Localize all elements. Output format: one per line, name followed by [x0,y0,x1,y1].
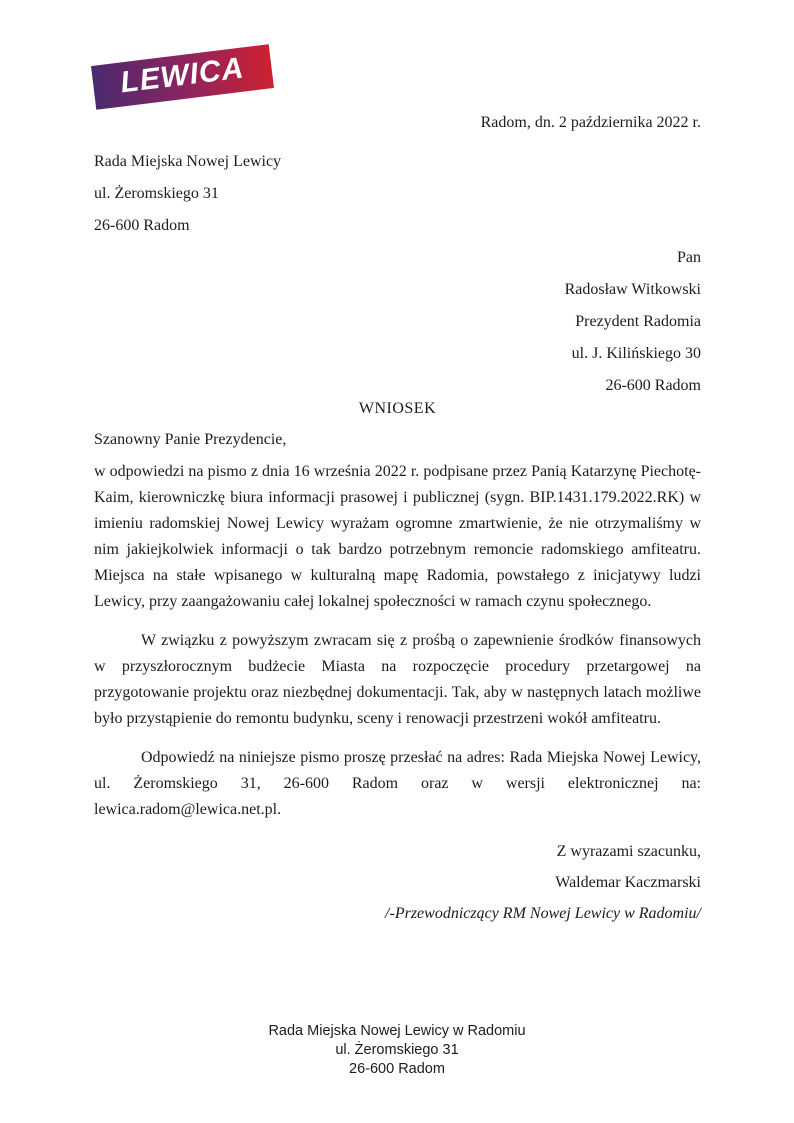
lewica-logo-text: LEWICA [118,51,247,100]
footer-address [0,1022,794,1079]
sender-line: ul. Żeromskiego 31 [94,185,219,202]
footer-line: 26-600 Radom [349,1061,445,1077]
letter-title: WNIOSEK [358,400,437,417]
signer-role: /-Przewodniczący RM Nowej Lewicy w Radomiu/ [385,905,701,922]
sender-line: 26-600 Radom [94,217,190,234]
recipient-line: Prezydent Radomia [575,313,701,330]
recipient-line: Radosław Witkowski [564,281,701,298]
salutation: Szanowny Panie Prezydencie, [94,431,287,448]
closing-block [385,836,701,929]
recipient-address [565,242,701,402]
sender-line: Rada Miejska Nowej Lewicy [94,153,282,170]
recipient-line: ul. J. Kilińskiego 30 [571,345,701,362]
letter-body [94,459,701,836]
recipient-line: Pan [677,249,701,266]
body-paragraph: W związku z powyższym zwracam się z prośbą o zapewnienie środków finansowych w przyszłorocznym budżecie Miasta na rozpoczęcie procedury przetargowej na przygotowanie projektu oraz niezbędnej dokumentacji. Tak, aby w następnych latach możliwe było przystąpienie do remontu budynku, sceny i renowacji przestrzeni wokół amfiteatru. [94,632,701,727]
footer-line: Rada Miejska Nowej Lewicy w Radomiu [268,1023,526,1039]
sender-address [94,146,281,242]
letter-content [94,0,701,1123]
signer-name: Waldemar Kaczmarski [555,874,701,891]
date-line: Radom, dn. 2 października 2022 r. [480,114,701,131]
footer-line: ul. Żeromskiego 31 [335,1042,459,1058]
body-paragraph: Odpowiedź na niniejsze pismo proszę przesłać na adres: Rada Miejska Nowej Lewicy, ul. Żeromskiego 31, 26-600 Radom oraz w wersji elektronicznej na: lewica.radom@lewica.net.pl. [94,749,701,818]
closing-phrase: Z wyrazami szacunku, [556,843,701,860]
body-paragraph: w odpowiedzi na pismo z dnia 16 września 2022 r. podpisane przez Panią Katarzynę Piechotę-Kaim, kierowniczkę biura informacji prasowej i publicznej (sygn. BIP.1431.179.2022.RK) w imieniu radomskiej Nowej Lewicy wyrażam ogromne zmartwienie, że nie otrzymaliśmy w nim jakiejkolwiek informacji o tak bardzo potrzebnym remoncie radomskiego amfiteatru. Miejsca na stałe wpisanego w kulturalną mapę Radomia, powstałego z inicjatywy ludzi Lewicy, przy zaangażowaniu całej lokalnej społeczności w ramach czynu społecznego. [94,463,701,610]
recipient-line: 26-600 Radom [605,377,701,394]
